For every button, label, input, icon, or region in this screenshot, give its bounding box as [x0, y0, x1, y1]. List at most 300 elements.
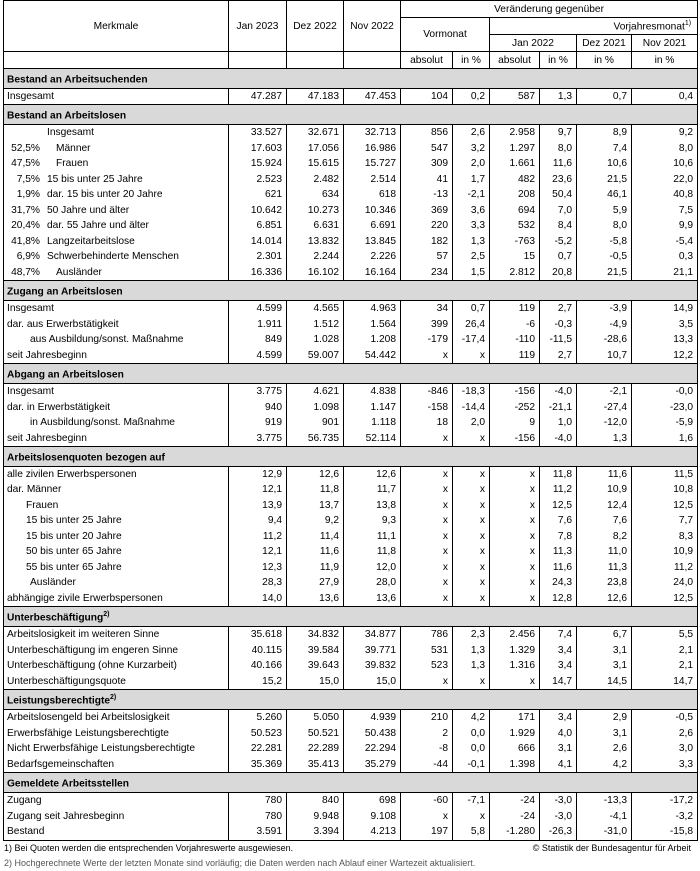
- value-cell: 12,5: [540, 498, 577, 514]
- row-label: [4, 560, 229, 576]
- value-cell: -17,4: [453, 332, 490, 348]
- value-cell: 35.618: [229, 627, 287, 643]
- table-row: [4, 726, 698, 742]
- value-cell: 1.398: [490, 757, 540, 773]
- row-label-text: Arbeitslosengeld bei Arbeitslosigkeit: [7, 712, 170, 724]
- value-cell: 47.183: [287, 88, 344, 105]
- value-cell: -31,0: [577, 824, 632, 840]
- row-share-pct: 7,5%: [16, 173, 40, 185]
- value-cell: 5,9: [577, 203, 632, 219]
- value-cell: -13,3: [577, 793, 632, 809]
- value-cell: x: [490, 466, 540, 482]
- row-share-pct: 1,9%: [16, 189, 40, 201]
- value-cell: 1.929: [490, 726, 540, 742]
- value-cell: 171: [490, 710, 540, 726]
- table-row: [4, 218, 698, 234]
- row-label-text: Ausländer: [56, 266, 102, 278]
- row-label-text: Schwerbehinderte Menschen: [47, 251, 179, 263]
- row-label: [4, 203, 229, 219]
- row-label: [4, 809, 229, 825]
- value-cell: -26,3: [540, 824, 577, 840]
- value-cell: 47.287: [229, 88, 287, 105]
- value-cell: x: [453, 809, 490, 825]
- row-label-text: Zugang seit Jahresbeginn: [7, 810, 125, 822]
- value-cell: 9,3: [344, 513, 401, 529]
- value-cell: 11,6: [540, 156, 577, 172]
- value-cell: 11,2: [229, 529, 287, 545]
- section-title: [4, 773, 698, 793]
- value-cell: 11,7: [344, 482, 401, 498]
- value-cell: 2.514: [344, 172, 401, 188]
- value-cell: 3.775: [229, 431, 287, 447]
- value-cell: -13: [401, 187, 453, 203]
- value-cell: -4,0: [540, 384, 577, 400]
- section-header: [4, 364, 698, 384]
- row-label-text: dar. aus Erwerbstätigkeit: [7, 318, 119, 330]
- row-share-pct: 20,4%: [11, 220, 40, 232]
- value-cell: 3,4: [540, 658, 577, 674]
- value-cell: -11,5: [540, 332, 577, 348]
- value-cell: 3,1: [577, 643, 632, 659]
- value-cell: -8: [401, 741, 453, 757]
- row-label: [4, 824, 229, 840]
- header-blank: [344, 52, 401, 69]
- row-label-text: abhängige zivile Erwerbspersonen: [7, 592, 163, 604]
- value-cell: 5.050: [287, 710, 344, 726]
- row-label: [4, 172, 229, 188]
- value-cell: 3,1: [577, 726, 632, 742]
- value-cell: 11,8: [344, 544, 401, 560]
- value-cell: 7,7: [632, 513, 698, 529]
- value-cell: 50.521: [287, 726, 344, 742]
- row-label: [4, 741, 229, 757]
- value-cell: -156: [490, 384, 540, 400]
- value-cell: 34.832: [287, 627, 344, 643]
- header-pct-dez2021: in %: [577, 52, 632, 69]
- value-cell: 0,7: [577, 88, 632, 105]
- value-cell: 11,6: [577, 466, 632, 482]
- value-cell: x: [453, 674, 490, 690]
- value-cell: 12,4: [577, 498, 632, 514]
- row-share-pct: 6,9%: [16, 251, 40, 263]
- value-cell: x: [490, 560, 540, 576]
- value-cell: -4,0: [540, 431, 577, 447]
- value-cell: 12,1: [229, 544, 287, 560]
- row-label-text: 15 bis unter 25 Jahre: [26, 515, 122, 527]
- value-cell: 2,6: [632, 726, 698, 742]
- value-cell: 4.565: [287, 301, 344, 317]
- value-cell: 11,1: [344, 529, 401, 545]
- labor-market-table: [3, 0, 698, 841]
- row-label-text: Insgesamt: [7, 386, 54, 398]
- value-cell: 197: [401, 824, 453, 840]
- row-share-pct: 52,5%: [11, 142, 40, 154]
- value-cell: 1,3: [453, 658, 490, 674]
- table-row: [4, 674, 698, 690]
- table-row: [4, 125, 698, 141]
- value-cell: 4.599: [229, 301, 287, 317]
- value-cell: 7,4: [577, 141, 632, 157]
- section-header: [4, 690, 698, 710]
- value-cell: 856: [401, 125, 453, 141]
- row-label: [4, 415, 229, 431]
- value-cell: 2,3: [453, 627, 490, 643]
- value-cell: 119: [490, 348, 540, 364]
- header-jan2022: Jan 2022: [490, 35, 577, 52]
- value-cell: x: [401, 544, 453, 560]
- table-row: [4, 301, 698, 317]
- table-row: [4, 824, 698, 840]
- value-cell: 56.735: [287, 431, 344, 447]
- row-label-text: Unterbeschäftigungsquote: [7, 675, 126, 687]
- value-cell: 10,9: [632, 544, 698, 560]
- value-cell: 1,5: [453, 265, 490, 281]
- table-row: [4, 88, 698, 105]
- value-cell: 8,2: [577, 529, 632, 545]
- value-cell: 0,0: [453, 741, 490, 757]
- value-cell: x: [401, 431, 453, 447]
- value-cell: x: [401, 466, 453, 482]
- value-cell: 18: [401, 415, 453, 431]
- value-cell: 15: [490, 249, 540, 265]
- row-label-text: 50 Jahre und älter: [47, 204, 130, 216]
- value-cell: 4.621: [287, 384, 344, 400]
- row-label-text: in Ausbildung/sonst. Maßnahme: [30, 417, 175, 429]
- value-cell: 2.523: [229, 172, 287, 188]
- value-cell: 15.924: [229, 156, 287, 172]
- value-cell: x: [401, 513, 453, 529]
- row-label-text: Männer: [56, 142, 91, 154]
- table-row: [4, 591, 698, 607]
- row-label: [4, 400, 229, 416]
- value-cell: -2,1: [577, 384, 632, 400]
- value-cell: 16.164: [344, 265, 401, 281]
- row-label-text: 15 bis unter 20 Jahre: [26, 530, 122, 542]
- table-row: [4, 482, 698, 498]
- value-cell: 2: [401, 726, 453, 742]
- value-cell: 13,6: [344, 591, 401, 607]
- value-cell: 0,7: [453, 301, 490, 317]
- value-cell: 3,4: [540, 710, 577, 726]
- section-header: [4, 281, 698, 301]
- value-cell: 1,3: [540, 88, 577, 105]
- value-cell: 2,9: [577, 710, 632, 726]
- row-label: [4, 466, 229, 482]
- value-cell: 8,9: [577, 125, 632, 141]
- value-cell: 11,4: [287, 529, 344, 545]
- value-cell: -21,1: [540, 400, 577, 416]
- table-row: [4, 741, 698, 757]
- value-cell: -24: [490, 809, 540, 825]
- value-cell: 399: [401, 317, 453, 333]
- value-cell: -0,5: [632, 710, 698, 726]
- row-label: [4, 125, 229, 141]
- value-cell: 10.346: [344, 203, 401, 219]
- value-cell: 15.727: [344, 156, 401, 172]
- value-cell: 15,2: [229, 674, 287, 690]
- section-title-text: Arbeitslosenquoten bezogen auf: [7, 452, 165, 464]
- value-cell: 15.615: [287, 156, 344, 172]
- value-cell: x: [453, 544, 490, 560]
- value-cell: 1.297: [490, 141, 540, 157]
- value-cell: 1.661: [490, 156, 540, 172]
- value-cell: 39.643: [287, 658, 344, 674]
- value-cell: -4,9: [577, 317, 632, 333]
- value-cell: 14.014: [229, 234, 287, 250]
- value-cell: x: [490, 674, 540, 690]
- value-cell: 35.369: [229, 757, 287, 773]
- value-cell: x: [490, 498, 540, 514]
- row-label-text: seit Jahresbeginn: [7, 432, 87, 444]
- value-cell: 587: [490, 88, 540, 105]
- value-cell: 9,2: [632, 125, 698, 141]
- value-cell: 14,5: [577, 674, 632, 690]
- row-share-pct: 41,8%: [11, 235, 40, 247]
- value-cell: 22.294: [344, 741, 401, 757]
- row-label-text: alle zivilen Erwerbspersonen: [7, 468, 137, 480]
- value-cell: 11,6: [287, 544, 344, 560]
- row-label: [4, 627, 229, 643]
- row-label: [4, 431, 229, 447]
- value-cell: 22,0: [632, 172, 698, 188]
- value-cell: 9.108: [344, 809, 401, 825]
- value-cell: 16.102: [287, 265, 344, 281]
- value-cell: 1.512: [287, 317, 344, 333]
- value-cell: 786: [401, 627, 453, 643]
- header-pct-vormonat: in %: [453, 52, 490, 69]
- value-cell: 24,3: [540, 575, 577, 591]
- value-cell: 1.911: [229, 317, 287, 333]
- value-cell: 0,4: [632, 88, 698, 105]
- value-cell: 6.851: [229, 218, 287, 234]
- row-label: [4, 544, 229, 560]
- value-cell: 21,1: [632, 265, 698, 281]
- value-cell: 6,7: [577, 627, 632, 643]
- row-label-text: dar. Männer: [7, 484, 62, 496]
- value-cell: 7,8: [540, 529, 577, 545]
- value-cell: 10,8: [632, 482, 698, 498]
- row-label: [4, 384, 229, 400]
- value-cell: 11,0: [577, 544, 632, 560]
- value-cell: 4,2: [577, 757, 632, 773]
- table-row: [4, 431, 698, 447]
- value-cell: 24,0: [632, 575, 698, 591]
- value-cell: 7,6: [540, 513, 577, 529]
- value-cell: 46,1: [577, 187, 632, 203]
- value-cell: 3,3: [453, 218, 490, 234]
- table-row: [4, 187, 698, 203]
- header-absolut-vorjahr: absolut: [490, 52, 540, 69]
- value-cell: 9,2: [287, 513, 344, 529]
- value-cell: 2,0: [453, 415, 490, 431]
- row-label: [4, 529, 229, 545]
- value-cell: -6: [490, 317, 540, 333]
- value-cell: -17,2: [632, 793, 698, 809]
- value-cell: 17.603: [229, 141, 287, 157]
- table-row: [4, 643, 698, 659]
- row-label: [4, 643, 229, 659]
- value-cell: 4,0: [540, 726, 577, 742]
- row-label: [4, 332, 229, 348]
- value-cell: 210: [401, 710, 453, 726]
- copyright-notice: © Statistik der Bundesagentur für Arbeit: [532, 842, 691, 853]
- value-cell: 11,8: [540, 466, 577, 482]
- value-cell: -4,1: [577, 809, 632, 825]
- value-cell: -12,0: [577, 415, 632, 431]
- value-cell: 618: [344, 187, 401, 203]
- table-row: [4, 757, 698, 773]
- value-cell: 34.877: [344, 627, 401, 643]
- value-cell: 12,5: [632, 591, 698, 607]
- value-cell: 482: [490, 172, 540, 188]
- value-cell: 22.289: [287, 741, 344, 757]
- value-cell: 11,2: [540, 482, 577, 498]
- value-cell: 20,8: [540, 265, 577, 281]
- row-label-text: seit Jahresbeginn: [7, 349, 87, 361]
- row-label: [4, 265, 229, 281]
- value-cell: 3,1: [577, 658, 632, 674]
- value-cell: -158: [401, 400, 453, 416]
- value-cell: 694: [490, 203, 540, 219]
- value-cell: x: [401, 560, 453, 576]
- value-cell: 1.316: [490, 658, 540, 674]
- table-row: [4, 529, 698, 545]
- row-label-text: 50 bis unter 65 Jahre: [26, 546, 122, 558]
- value-cell: 5,5: [632, 627, 698, 643]
- value-cell: 14,7: [632, 674, 698, 690]
- section-title-text: Bestand an Arbeitslosen: [7, 110, 127, 122]
- value-cell: 21,5: [577, 172, 632, 188]
- value-cell: 7,5: [632, 203, 698, 219]
- section-title-text: Unterbeschäftigung: [7, 612, 104, 624]
- section-header: [4, 447, 698, 467]
- value-cell: 12,6: [287, 466, 344, 482]
- value-cell: 15,0: [344, 674, 401, 690]
- value-cell: 28,3: [229, 575, 287, 591]
- value-cell: x: [453, 513, 490, 529]
- table-row: [4, 793, 698, 809]
- value-cell: 1.118: [344, 415, 401, 431]
- value-cell: 220: [401, 218, 453, 234]
- value-cell: 4.838: [344, 384, 401, 400]
- value-cell: 2,1: [632, 658, 698, 674]
- row-label-text: dar. 55 Jahre und älter: [47, 220, 149, 232]
- value-cell: 52.114: [344, 431, 401, 447]
- row-label-text: Bestand: [7, 826, 45, 838]
- value-cell: 4.939: [344, 710, 401, 726]
- row-label-text: Zugang: [7, 795, 42, 807]
- row-label-text: dar. 15 bis unter 20 Jahre: [47, 189, 163, 201]
- value-cell: 50,4: [540, 187, 577, 203]
- value-cell: -5,8: [577, 234, 632, 250]
- row-label: [4, 141, 229, 157]
- value-cell: x: [453, 482, 490, 498]
- value-cell: 23,6: [540, 172, 577, 188]
- value-cell: 3,5: [632, 317, 698, 333]
- value-cell: 11,9: [287, 560, 344, 576]
- value-cell: -23,0: [632, 400, 698, 416]
- value-cell: 35.413: [287, 757, 344, 773]
- footer: [3, 841, 697, 871]
- value-cell: 10,6: [577, 156, 632, 172]
- value-cell: 3.394: [287, 824, 344, 840]
- row-label-text: aus Ausbildung/sonst. Maßnahme: [30, 334, 184, 346]
- section-title: [4, 105, 698, 125]
- value-cell: 12,5: [632, 498, 698, 514]
- row-label-text: Insgesamt: [47, 127, 94, 139]
- value-cell: x: [490, 482, 540, 498]
- table-row: [4, 317, 698, 333]
- value-cell: -3,0: [540, 809, 577, 825]
- row-share-pct: 47,5%: [11, 158, 40, 170]
- value-cell: 182: [401, 234, 453, 250]
- value-cell: x: [401, 482, 453, 498]
- row-label: [4, 674, 229, 690]
- value-cell: x: [453, 591, 490, 607]
- value-cell: 1,6: [632, 431, 698, 447]
- value-cell: 15,0: [287, 674, 344, 690]
- value-cell: 21,5: [577, 265, 632, 281]
- value-cell: 41: [401, 172, 453, 188]
- value-cell: -156: [490, 431, 540, 447]
- value-cell: 7,4: [540, 627, 577, 643]
- value-cell: 1.098: [287, 400, 344, 416]
- value-cell: -5,9: [632, 415, 698, 431]
- value-cell: 14,7: [540, 674, 577, 690]
- section-title-text: Zugang an Arbeitslosen: [7, 286, 123, 298]
- value-cell: 54.442: [344, 348, 401, 364]
- value-cell: 9: [490, 415, 540, 431]
- value-cell: 5.260: [229, 710, 287, 726]
- value-cell: 13,9: [229, 498, 287, 514]
- value-cell: -5,2: [540, 234, 577, 250]
- value-cell: 1,3: [453, 643, 490, 659]
- value-cell: 10,9: [577, 482, 632, 498]
- value-cell: 13,3: [632, 332, 698, 348]
- table-row: [4, 560, 698, 576]
- table-row: [4, 348, 698, 364]
- value-cell: 1.564: [344, 317, 401, 333]
- value-cell: 532: [490, 218, 540, 234]
- value-cell: 32.713: [344, 125, 401, 141]
- value-cell: 666: [490, 741, 540, 757]
- value-cell: -2,1: [453, 187, 490, 203]
- value-cell: -3,9: [577, 301, 632, 317]
- value-cell: 4.213: [344, 824, 401, 840]
- footnote-1: 1) Bei Quoten werden die entsprechenden Vorjahreswerte ausgewiesen.: [4, 842, 294, 853]
- row-label: [4, 156, 229, 172]
- value-cell: -763: [490, 234, 540, 250]
- value-cell: 3,4: [540, 643, 577, 659]
- row-label: [4, 757, 229, 773]
- value-cell: 10.642: [229, 203, 287, 219]
- header-vormonat: Vormonat: [401, 18, 490, 52]
- value-cell: 50.523: [229, 726, 287, 742]
- value-cell: 2.456: [490, 627, 540, 643]
- value-cell: 3,2: [453, 141, 490, 157]
- value-cell: x: [490, 544, 540, 560]
- header-absolut-vormonat: absolut: [401, 52, 453, 69]
- value-cell: 8,0: [577, 218, 632, 234]
- value-cell: 8,4: [540, 218, 577, 234]
- value-cell: x: [453, 431, 490, 447]
- value-cell: 13,7: [287, 498, 344, 514]
- value-cell: 22.281: [229, 741, 287, 757]
- value-cell: 547: [401, 141, 453, 157]
- value-cell: -7,1: [453, 793, 490, 809]
- table-row: [4, 513, 698, 529]
- value-cell: 12,2: [632, 348, 698, 364]
